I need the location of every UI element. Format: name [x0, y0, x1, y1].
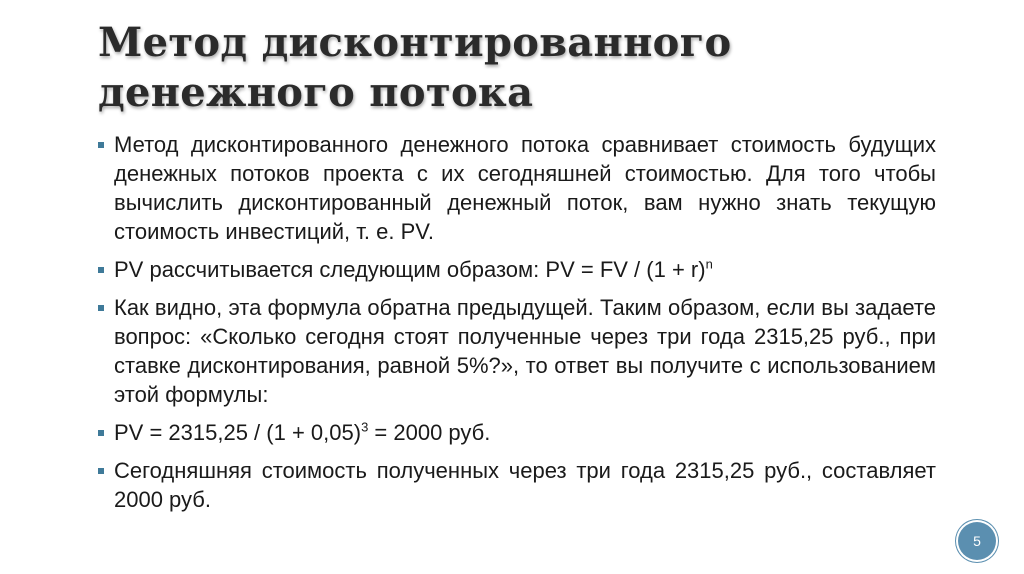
bullet-text: PV рассчитывается следующим образом: PV = FV / (1 + r) — [114, 257, 706, 282]
bullet-text: Сегодняшняя стоимость полученных через три года 2315,25 руб., составляет 2000 руб. — [114, 458, 936, 512]
bullet-square-icon — [98, 305, 104, 311]
bullet-item — [98, 130, 936, 246]
bullet-text: Метод дисконтированного денежного потока сравнивает стоимость будущих денежных потоков проекта с их сегодняшней стоимостью. Для того чтобы вычислить дисконтированный денежный поток, вам нужно знать текущую стоимость инвестиций, т. е. PV. — [114, 132, 936, 244]
bullet-item — [98, 255, 936, 284]
bullet-item — [98, 293, 936, 409]
bullet-text: PV = 2315,25 / (1 + 0,05) — [114, 420, 362, 445]
bullet-item — [98, 418, 936, 447]
bullet-square-icon — [98, 267, 104, 273]
bullet-text-after: = 2000 руб. — [368, 420, 491, 445]
bullet-square-icon — [98, 142, 104, 148]
bullet-text: Как видно, эта формула обратна предыдущей. Таким образом, если вы задаете вопрос: «Сколько сегодня стоят полученные через три года 2315,25 руб., при ставке дисконтирования, равной 5%?», то ответ вы получите с использованием этой формулы: — [114, 295, 936, 407]
slide-title: Метод дисконтированного денежного потока — [98, 19, 732, 116]
bullet-square-icon — [98, 468, 104, 474]
page-number-badge: 5 — [958, 522, 996, 560]
bullet-item — [98, 456, 936, 514]
bullet-list — [98, 130, 936, 523]
formula-exponent: n — [705, 256, 713, 272]
formula-exponent: 3 — [361, 419, 369, 435]
bullet-square-icon — [98, 430, 104, 436]
